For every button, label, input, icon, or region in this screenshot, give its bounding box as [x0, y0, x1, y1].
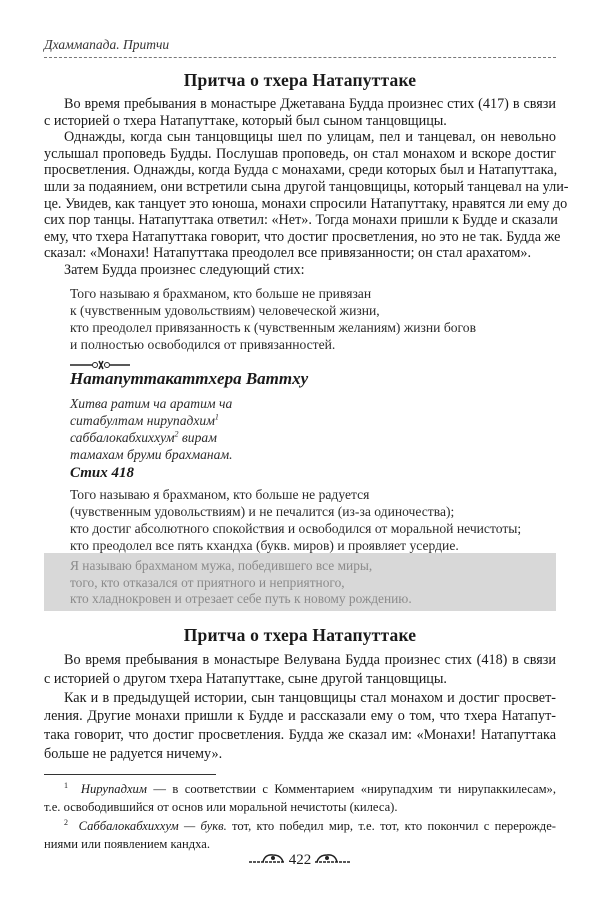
- page-footer: [0, 852, 600, 869]
- footnotes: [44, 780, 556, 853]
- pali-line: тамахам бруми брахманам.: [70, 447, 233, 462]
- verse-line: и полностью освободился от привязанностей.: [70, 337, 336, 352]
- verse-line: кто хладнокровен и отрезает себе путь к новому рождению.: [70, 591, 412, 607]
- pali-line: [70, 429, 233, 446]
- text-line: просветления. Однажды, когда Будда с монахами, среди которых был и Натапуттака,: [44, 162, 558, 179]
- footnote-ref: 2: [174, 429, 179, 439]
- running-header: Дхаммапада. Притчи: [44, 37, 170, 52]
- text-line: Как и в предыдущей истории, сын танцовщицы стал монахом и достиг просвет-: [64, 689, 556, 706]
- verse-line: кто преодолел привязанность к (чувственным желаниям) жизни богов: [70, 320, 476, 335]
- footnote-number: 2: [64, 817, 68, 827]
- text-line: больше не радуется ничему».: [44, 745, 223, 762]
- ornament-left-icon: [249, 852, 285, 869]
- text-line: шли за подаянием, они встретили сына другой танцовщицы, который танцевал на ули-: [44, 178, 569, 195]
- text-line: така говорит, что достиг просветления. Будда же сказал им: «Монахи! Натапуттака: [44, 727, 556, 744]
- footnote-term: Саббалокабхиххум — букв.: [78, 818, 227, 833]
- text-line: Во время пребывания в монастыре Велувана Будда произнес стих (418) в связи: [64, 652, 556, 668]
- footnote-text: т.е. освободившийся от основ или моральной нечистоты (килеса).: [44, 800, 398, 815]
- page-number: 422: [288, 852, 312, 868]
- footnote-text: ниями или появлением кандха.: [44, 836, 211, 851]
- text-line: Однажды, когда сын танцовщицы шел по улицам, пел и танцевал, он невольно: [64, 129, 556, 146]
- text-line: ления. Другие монахи пришли к Будде и рассказали ему о том, что тхера Натапут-: [44, 708, 556, 725]
- text-line: ему, что тхера Натапуттака говорит, что достиг просветления, но это не так. Будда же: [44, 228, 561, 245]
- text-line: услышал проповедь Будды. Послушав проповедь, он стал монахом и вскоре достиг: [44, 145, 556, 162]
- footnote-text: — в соответствии с Комментарием «нирупадхим ти нирупаккилесам»,: [146, 782, 556, 796]
- footnote-1: [44, 780, 556, 798]
- footnote-term: Нирупадхим: [80, 782, 147, 796]
- footnote-ref: 1: [214, 412, 219, 422]
- verse-line: того, кто отказался от приятного и неприятного,: [70, 574, 345, 590]
- verse-417: [70, 285, 476, 353]
- highlight-verse: [70, 558, 412, 608]
- verse-line: кто достиг абсолютного спокойствия и освободился от моральной нечистоты;: [70, 521, 522, 536]
- story-2-text: [44, 651, 556, 764]
- pali-text: вирам: [178, 430, 217, 445]
- story-1-text: [44, 96, 569, 279]
- verse-418: [70, 486, 521, 554]
- ornament-right-icon: [315, 852, 351, 869]
- text-line: с историей о другом тхера Натапуттаке, сыне другой танцовщицы.: [44, 670, 447, 687]
- text-line: Затем Будда произнес следующий стих:: [64, 261, 305, 278]
- verse-line: кто преодолел все пять кхандха (букв. миров) и проявляет усердие.: [70, 538, 459, 553]
- pali-verse: [70, 395, 233, 463]
- text-line: сих пор танцы. Натапуттака ответил: «Нет». Тогда монахи пришли к Будде и сказали: [44, 212, 558, 229]
- footnote-rule: [44, 774, 216, 775]
- header-rule: [44, 57, 556, 58]
- text-line: сказал: «Монахи! Натапуттака преодолел все привязанности; он стал арахатом».: [44, 245, 531, 262]
- footnote-number: 1: [64, 780, 68, 790]
- pali-heading: Натапуттакаттхера Ваттху: [70, 369, 309, 388]
- verse-line: Того называю я брахманом, кто больше не радуется: [70, 487, 370, 502]
- text-line: с историей о тхера Натапуттаке, который был сыном танцовщицы.: [44, 112, 447, 129]
- story-title-1: Притча о тхера Натапуттаке: [183, 70, 417, 90]
- verse-line: к (чувственным удовольствиям) человеческой жизни,: [70, 303, 380, 318]
- footnote-2: [44, 817, 556, 835]
- pali-text: ситабултам нирупадхим: [70, 413, 215, 428]
- verse-line: (чувственным удовольствиям) и не печалится (из-за одиночества);: [70, 504, 455, 519]
- text-line: це. Увидев, как танцует это юноша, монахи спросили Натапуттаку, нравятся ли ему до: [44, 195, 568, 212]
- verse-418-heading: Стих 418: [70, 465, 134, 481]
- pali-line: Хитва ратим ча аратим ча: [70, 396, 233, 411]
- text-line: Во время пребывания в монастыре Джетавана Будда произнес стих (417) в связи: [64, 96, 556, 112]
- pali-line: [70, 412, 233, 429]
- story-title-2: Притча о тхера Натапуттаке: [183, 625, 417, 645]
- verse-line: Я называю брахманом мужа, победившего все миры,: [70, 558, 373, 573]
- verse-line: Того называю я брахманом, кто больше не привязан: [70, 286, 372, 301]
- footnote-text: тот, кто победил мир, т.е. тот, кто покончил с перерожде-: [226, 818, 556, 833]
- pali-text: саббалокабхиххум: [70, 430, 175, 445]
